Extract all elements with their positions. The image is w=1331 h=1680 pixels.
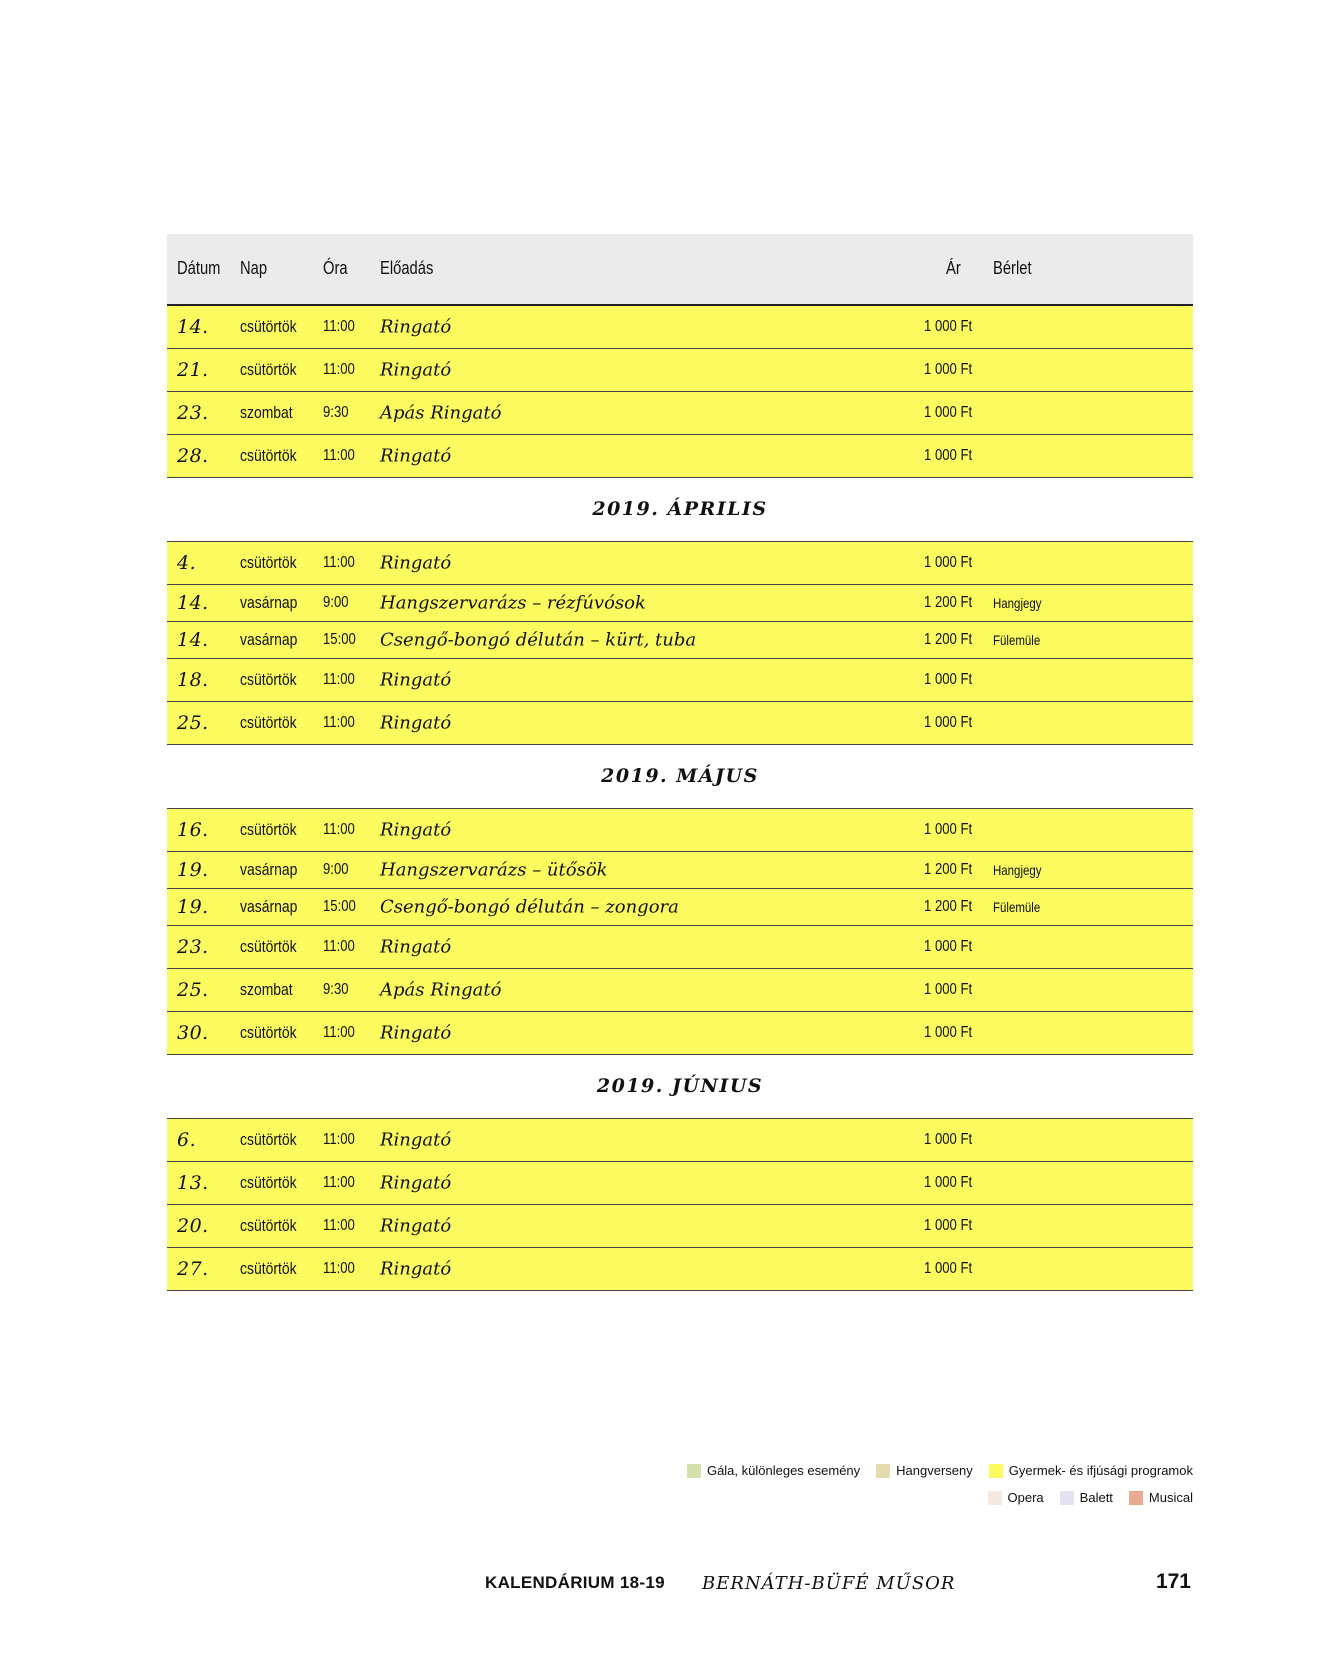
- row-title: Hangszervarázs – ütősök: [380, 859, 608, 881]
- row-day: [240, 360, 309, 380]
- row-price: [924, 714, 983, 732]
- row-day-text: csütörtök: [240, 1173, 297, 1192]
- footer-brand: KALENDÁRIUM 18-19: [485, 1573, 665, 1592]
- row-time-text: 11:00: [323, 447, 355, 464]
- row-day-text: csütörtök: [240, 360, 297, 379]
- table-row: [167, 306, 1193, 349]
- row-price-text: 1 000 Ft: [924, 1260, 973, 1277]
- row-price-text: 1 000 Ft: [924, 938, 973, 955]
- row-date: 20.: [177, 1215, 209, 1237]
- row-day: [240, 1259, 309, 1279]
- row-price: [924, 1260, 983, 1278]
- table-row: [167, 1162, 1193, 1205]
- row-time: [323, 714, 362, 732]
- header-time: Óra: [323, 258, 348, 278]
- row-time: [323, 361, 362, 379]
- row-date: 23.: [177, 936, 209, 958]
- row-price-text: 1 000 Ft: [924, 404, 973, 421]
- row-price-text: 1 000 Ft: [924, 1174, 973, 1191]
- footer-section: BERNÁTH-BÜFÉ MŰSOR: [702, 1573, 956, 1594]
- row-day: [240, 317, 309, 337]
- row-price: [924, 318, 983, 336]
- row-date: 19.: [177, 859, 209, 881]
- legend-label: Hangverseny: [896, 1463, 973, 1478]
- row-price-text: 1 000 Ft: [924, 981, 973, 998]
- table-row: [167, 1119, 1193, 1162]
- month-heading: 2019. JÚNIUS: [167, 1055, 1193, 1119]
- row-time-text: 11:00: [323, 361, 355, 378]
- page-footer: [0, 1570, 1331, 1603]
- row-day-text: csütörtök: [240, 820, 297, 839]
- row-time-text: 11:00: [323, 821, 355, 838]
- program-table: [167, 234, 1193, 1291]
- row-time: [323, 821, 362, 839]
- row-day-text: csütörtök: [240, 713, 297, 732]
- row-title: Ringató: [380, 1215, 452, 1237]
- row-title: Csengő-bongó délután – kürt, tuba: [380, 629, 697, 651]
- legend-item: [1060, 1490, 1113, 1505]
- row-time-text: 11:00: [323, 938, 355, 955]
- table-row: [167, 542, 1193, 585]
- row-day-text: csütörtök: [240, 1130, 297, 1149]
- row-date: 25.: [177, 979, 209, 1001]
- row-title: Ringató: [380, 445, 452, 467]
- legend-swatch: [1060, 1491, 1074, 1505]
- row-date: 21.: [177, 359, 209, 381]
- legend-item: [876, 1463, 973, 1478]
- row-day: [240, 1023, 309, 1043]
- row-time-text: 11:00: [323, 554, 355, 571]
- legend-swatch: [988, 1491, 1002, 1505]
- row-title: Ringató: [380, 936, 452, 958]
- row-day: [240, 403, 304, 423]
- header-price: Ár: [946, 258, 961, 278]
- row-price-text: 1 000 Ft: [924, 821, 973, 838]
- row-date: 14.: [177, 629, 209, 651]
- row-title: Ringató: [380, 316, 452, 338]
- row-time-text: 11:00: [323, 1131, 355, 1148]
- row-title: Apás Ringató: [380, 402, 502, 424]
- legend-label: Opera: [1007, 1490, 1044, 1505]
- row-time-text: 11:00: [323, 318, 355, 335]
- row-pass-text: Fülemüle: [993, 632, 1041, 648]
- table-row: [167, 622, 1193, 659]
- row-time: [323, 318, 362, 336]
- row-day-text: vasárnap: [240, 897, 298, 916]
- row-day-text: csütörtök: [240, 553, 297, 572]
- month-heading: 2019. MÁJUS: [167, 745, 1193, 809]
- legend-item: [1129, 1490, 1193, 1505]
- legend-line-1: [687, 1463, 1193, 1478]
- header-performance: Előadás: [380, 258, 434, 278]
- legend-swatch: [687, 1464, 701, 1478]
- row-title: Ringató: [380, 359, 452, 381]
- row-pass: [993, 595, 1052, 611]
- row-price-text: 1 000 Ft: [924, 447, 973, 464]
- table-row: [167, 435, 1193, 478]
- row-time: [323, 861, 354, 879]
- row-price: [924, 361, 983, 379]
- row-date: 4.: [177, 552, 197, 574]
- row-day-text: csütörtök: [240, 1216, 297, 1235]
- row-day: [240, 860, 310, 880]
- row-price: [924, 671, 983, 689]
- header-pass: Bérlet: [993, 258, 1032, 278]
- row-date: 28.: [177, 445, 209, 467]
- row-day-text: csütörtök: [240, 446, 297, 465]
- row-day-text: csütörtök: [240, 1023, 297, 1042]
- row-title: Csengő-bongó délután – zongora: [380, 896, 679, 918]
- row-pass: [993, 632, 1051, 648]
- legend-label: Balett: [1079, 1490, 1113, 1505]
- table-row: [167, 659, 1193, 702]
- table-header: [167, 234, 1193, 306]
- row-price-text: 1 200 Ft: [924, 898, 973, 915]
- row-day: [240, 446, 309, 466]
- row-day: [240, 630, 310, 650]
- row-price-text: 1 200 Ft: [924, 861, 973, 878]
- row-date: 14.: [177, 592, 209, 614]
- row-day-text: csütörtök: [240, 937, 297, 956]
- row-price: [924, 594, 983, 612]
- row-date: 19.: [177, 896, 209, 918]
- row-time: [323, 404, 354, 422]
- row-price: [924, 404, 983, 422]
- row-price: [924, 861, 983, 879]
- row-price-text: 1 000 Ft: [924, 554, 973, 571]
- row-price: [924, 447, 983, 465]
- row-time: [323, 1131, 362, 1149]
- row-time: [323, 631, 363, 649]
- row-time: [323, 1260, 362, 1278]
- row-day-text: csütörtök: [240, 317, 297, 336]
- row-time: [323, 671, 362, 689]
- row-day: [240, 1130, 309, 1150]
- table-row: [167, 392, 1193, 435]
- row-time: [323, 554, 362, 572]
- row-time: [323, 1217, 362, 1235]
- category-legend: [687, 1463, 1193, 1517]
- table-row: [167, 889, 1193, 926]
- month-heading: 2019. ÁPRILIS: [167, 478, 1193, 542]
- legend-swatch: [876, 1464, 890, 1478]
- row-price: [924, 898, 983, 916]
- row-day: [240, 593, 310, 613]
- page-number: 171: [1155, 1570, 1191, 1593]
- row-price-text: 1 000 Ft: [924, 1024, 973, 1041]
- row-title: Ringató: [380, 1258, 452, 1280]
- row-day: [240, 937, 309, 957]
- row-price: [924, 554, 983, 572]
- row-time: [323, 898, 363, 916]
- row-time-text: 11:00: [323, 1260, 355, 1277]
- row-day-text: vasárnap: [240, 593, 298, 612]
- table-row: [167, 585, 1193, 622]
- row-date: 23.: [177, 402, 209, 424]
- row-title: Ringató: [380, 1129, 452, 1151]
- row-time: [323, 1174, 362, 1192]
- row-title: Apás Ringató: [380, 979, 502, 1001]
- row-pass-text: Hangjegy: [993, 595, 1042, 611]
- row-title: Ringató: [380, 712, 452, 734]
- row-time-text: 9:00: [323, 594, 349, 611]
- row-price: [924, 1024, 983, 1042]
- row-price-text: 1 000 Ft: [924, 318, 973, 335]
- row-pass: [993, 862, 1052, 878]
- row-time: [323, 981, 354, 999]
- row-date: 18.: [177, 669, 209, 691]
- row-price: [924, 981, 983, 999]
- row-price-text: 1 000 Ft: [924, 1131, 973, 1148]
- table-row: [167, 852, 1193, 889]
- row-price: [924, 1174, 983, 1192]
- row-title: Ringató: [380, 1022, 452, 1044]
- row-price: [924, 938, 983, 956]
- table-row: [167, 809, 1193, 852]
- legend-item: [988, 1490, 1044, 1505]
- table-row: [167, 702, 1193, 745]
- legend-label: Gyermek- és ifjúsági programok: [1008, 1463, 1193, 1478]
- row-title: Hangszervarázs – rézfúvósok: [380, 592, 646, 614]
- legend-swatch: [989, 1464, 1003, 1478]
- table-row: [167, 926, 1193, 969]
- row-time-text: 15:00: [323, 631, 356, 648]
- row-time: [323, 938, 362, 956]
- row-price: [924, 631, 983, 649]
- row-time-text: 15:00: [323, 898, 356, 915]
- table-row: [167, 1248, 1193, 1291]
- row-title: Ringató: [380, 552, 452, 574]
- legend-line-2: [687, 1490, 1193, 1505]
- row-price-text: 1 200 Ft: [924, 631, 973, 648]
- row-time-text: 11:00: [323, 1024, 355, 1041]
- row-date: 25.: [177, 712, 209, 734]
- header-date: Dátum: [177, 258, 221, 278]
- row-day-text: csütörtök: [240, 670, 297, 689]
- row-pass: [993, 899, 1051, 915]
- header-day: Nap: [240, 258, 268, 278]
- row-date: 16.: [177, 819, 209, 841]
- row-time-text: 11:00: [323, 714, 355, 731]
- row-time: [323, 1024, 362, 1042]
- row-price-text: 1 000 Ft: [924, 671, 973, 688]
- row-date: 6.: [177, 1129, 197, 1151]
- legend-item: [989, 1463, 1193, 1478]
- row-date: 13.: [177, 1172, 209, 1194]
- row-date: 27.: [177, 1258, 209, 1280]
- row-date: 30.: [177, 1022, 209, 1044]
- row-day: [240, 897, 310, 917]
- row-title: Ringató: [380, 819, 452, 841]
- row-pass-text: Fülemüle: [993, 899, 1041, 915]
- row-day: [240, 980, 304, 1000]
- row-time: [323, 447, 362, 465]
- table-body: [167, 306, 1193, 1291]
- table-row: [167, 349, 1193, 392]
- table-row: [167, 1205, 1193, 1248]
- table-row: [167, 969, 1193, 1012]
- row-day: [240, 713, 309, 733]
- row-date: 14.: [177, 316, 209, 338]
- legend-label: Musical: [1148, 1490, 1193, 1505]
- row-time: [323, 594, 354, 612]
- row-time-text: 9:00: [323, 861, 349, 878]
- row-day-text: szombat: [240, 980, 293, 999]
- row-price: [924, 1131, 983, 1149]
- row-day: [240, 553, 309, 573]
- row-title: Ringató: [380, 669, 452, 691]
- legend-label: Gála, különleges esemény: [706, 1463, 861, 1478]
- row-price: [924, 821, 983, 839]
- row-title: Ringató: [380, 1172, 452, 1194]
- row-price-text: 1 000 Ft: [924, 361, 973, 378]
- row-pass-text: Hangjegy: [993, 862, 1042, 878]
- row-price-text: 1 200 Ft: [924, 594, 973, 611]
- row-day: [240, 1216, 309, 1236]
- table-row: [167, 1012, 1193, 1055]
- row-day-text: vasárnap: [240, 630, 298, 649]
- row-price: [924, 1217, 983, 1235]
- row-price-text: 1 000 Ft: [924, 1217, 973, 1234]
- row-time-text: 9:30: [323, 404, 349, 421]
- row-day: [240, 820, 309, 840]
- row-day: [240, 1173, 309, 1193]
- row-day-text: szombat: [240, 403, 293, 422]
- row-time-text: 9:30: [323, 981, 349, 998]
- legend-swatch: [1129, 1491, 1143, 1505]
- row-time-text: 11:00: [323, 1217, 355, 1234]
- row-day-text: vasárnap: [240, 860, 298, 879]
- legend-item: [687, 1463, 860, 1478]
- row-day-text: csütörtök: [240, 1259, 297, 1278]
- row-time-text: 11:00: [323, 1174, 355, 1191]
- row-price-text: 1 000 Ft: [924, 714, 973, 731]
- row-day: [240, 670, 309, 690]
- row-time-text: 11:00: [323, 671, 355, 688]
